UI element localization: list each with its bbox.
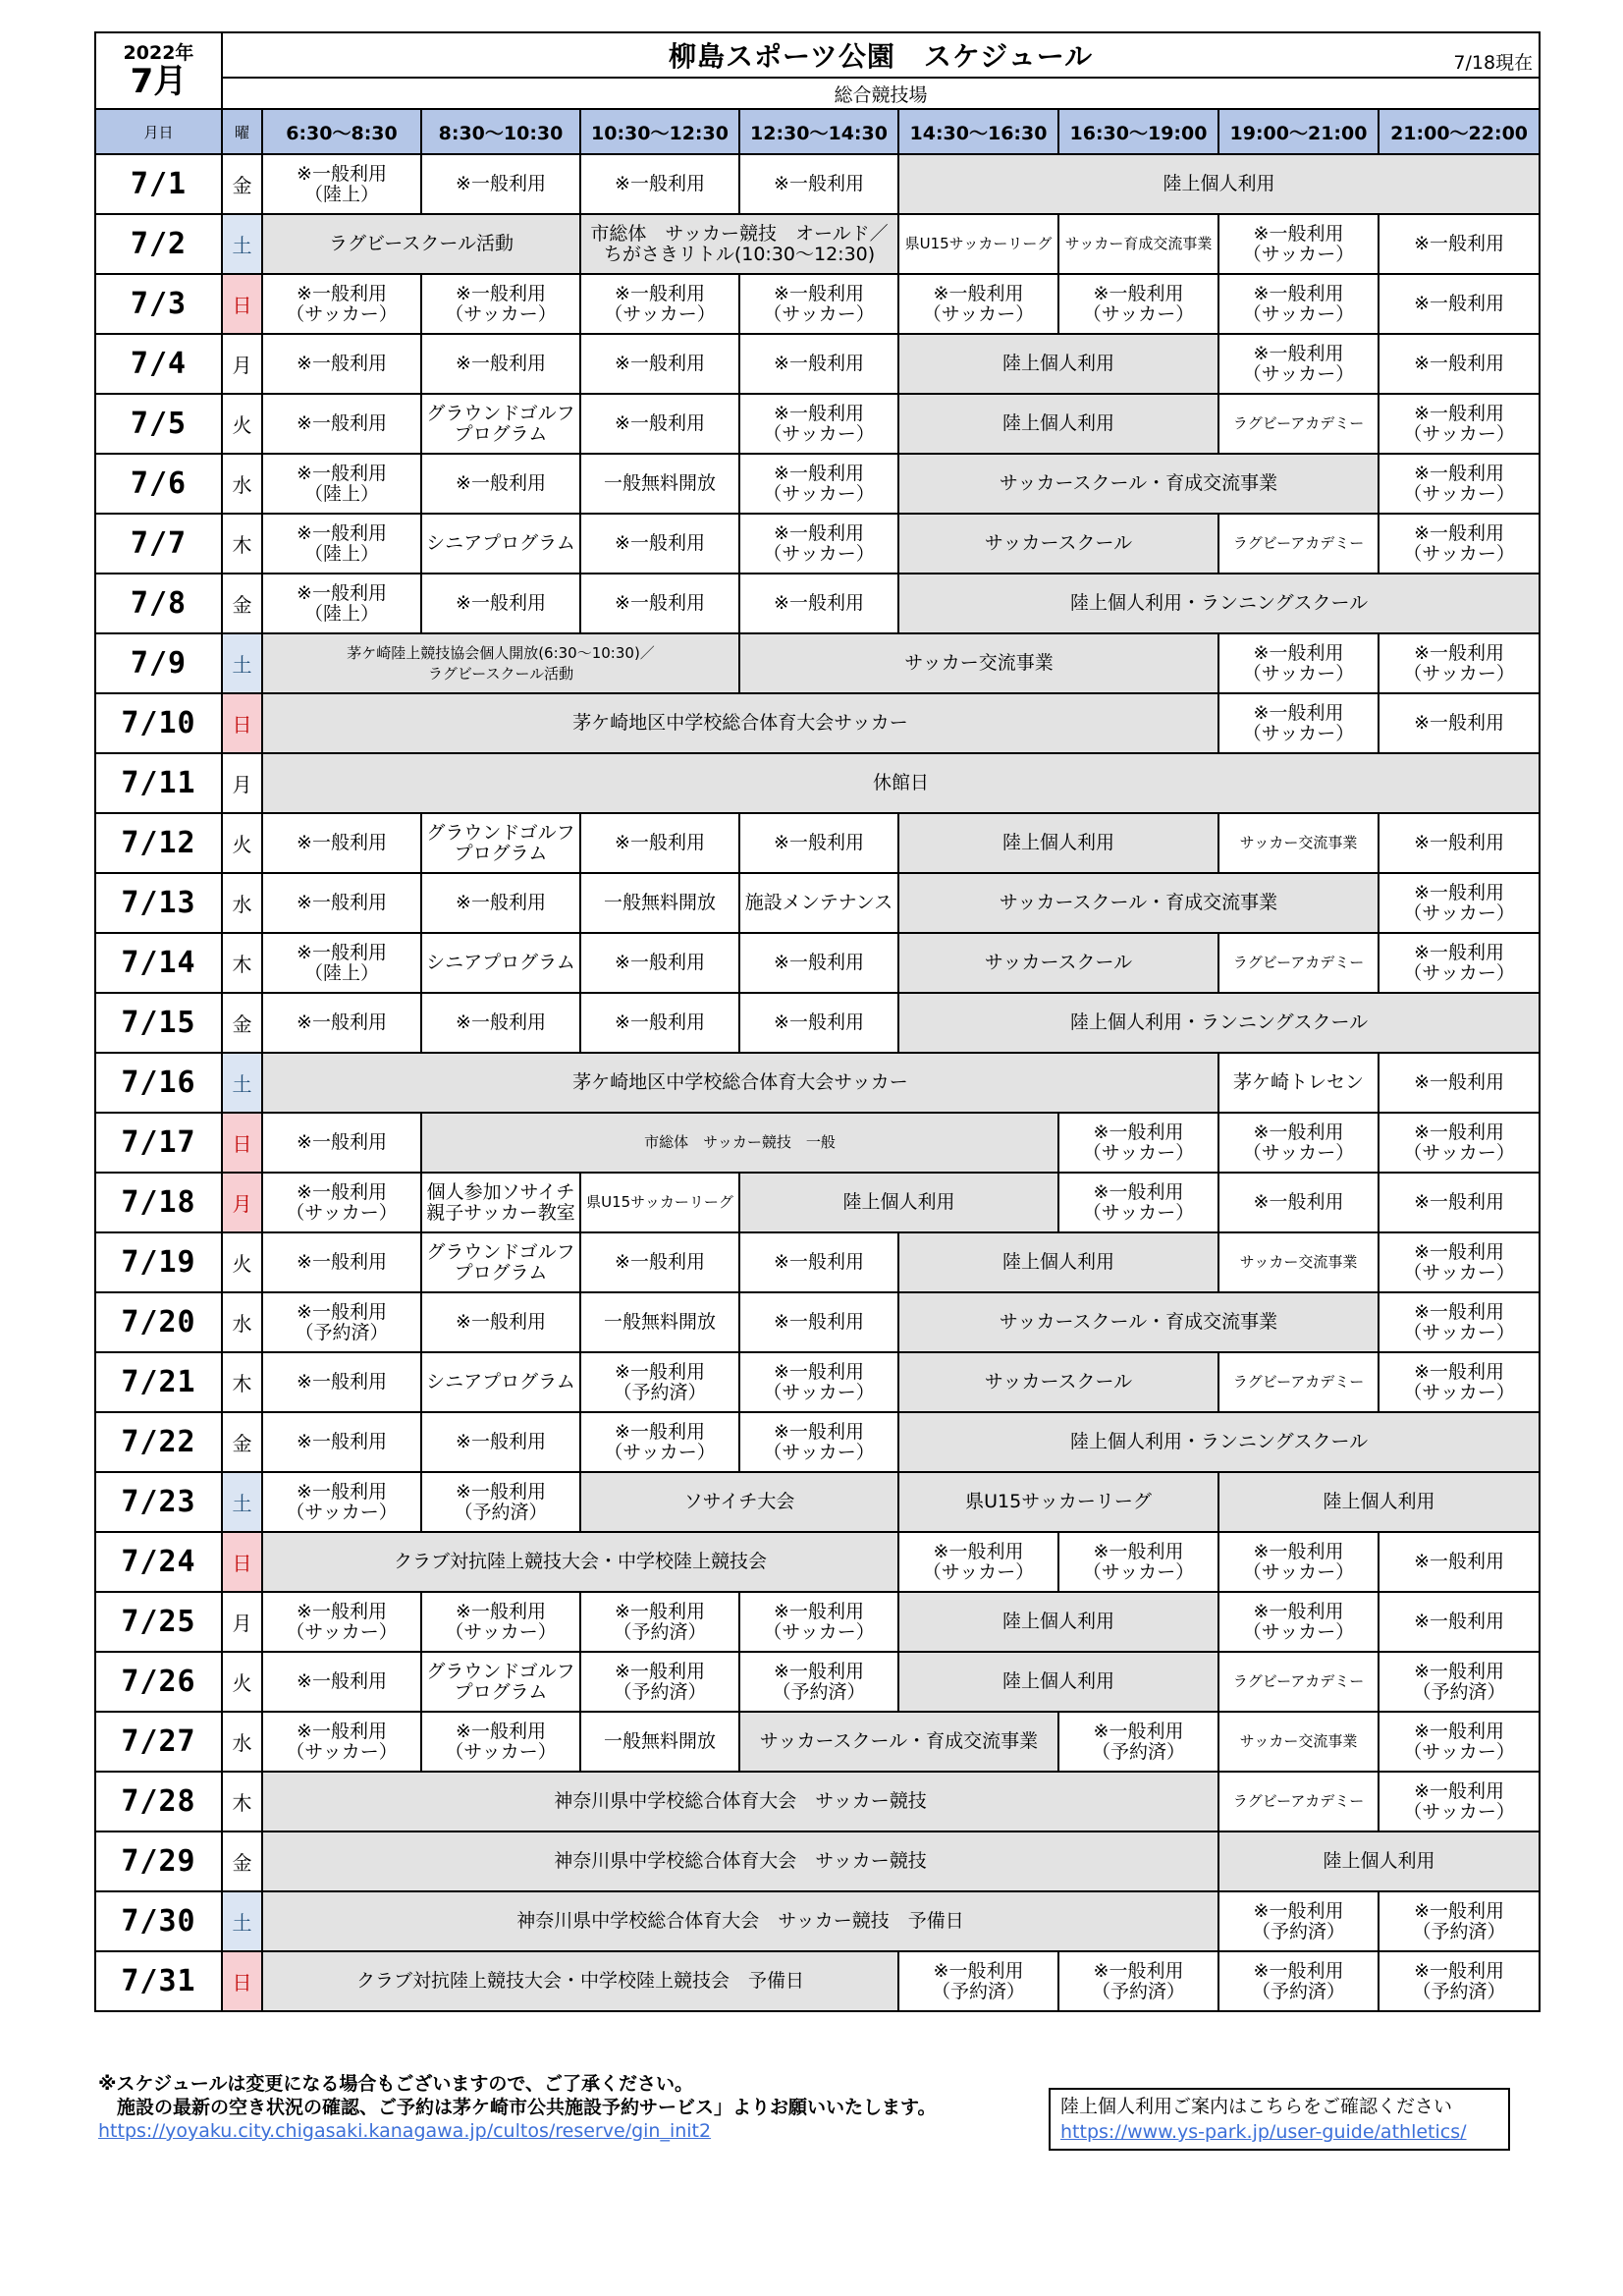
row-date: 7/6 [95, 454, 222, 514]
table-row [95, 1113, 1540, 1173]
row-day-of-week: 火 [222, 1652, 262, 1712]
schedule-cell: ※一般利用 （陸上） [262, 514, 421, 574]
slot-header: 8:30～10:30 [421, 109, 580, 154]
row-day-of-week: 日 [222, 693, 262, 753]
schedule-cell: ※一般利用 （サッカー） [262, 274, 421, 334]
schedule-cell: 茅ケ崎地区中学校総合体育大会サッカー [262, 693, 1218, 753]
schedule-cell: ※一般利用 （サッカー） [1218, 693, 1379, 753]
schedule-cell: ※一般利用 （予約済） [1218, 1951, 1379, 2011]
row-date: 7/31 [95, 1951, 222, 2011]
schedule-cell: ※一般利用 [580, 933, 739, 993]
table-row [95, 154, 1540, 214]
schedule-cell: グラウンドゴルフ プログラム [421, 1652, 580, 1712]
row-day-of-week: 金 [222, 993, 262, 1053]
row-date: 7/29 [95, 1831, 222, 1891]
table-row [95, 1053, 1540, 1113]
row-date: 7/13 [95, 873, 222, 933]
table-row [95, 1951, 1540, 2011]
table-row [95, 1772, 1540, 1831]
table-row [95, 514, 1540, 574]
schedule-cell: ※一般利用 （サッカー） [739, 1352, 898, 1412]
schedule-cell: ※一般利用 [580, 993, 739, 1053]
slot-header: 19:00～21:00 [1218, 109, 1379, 154]
schedule-cell: ※一般利用 [580, 514, 739, 574]
col-dow-header: 曜 [222, 109, 262, 154]
schedule-cell: ※一般利用 （サッカー） [739, 274, 898, 334]
row-day-of-week: 水 [222, 454, 262, 514]
schedule-cell: ※一般利用 （陸上） [262, 454, 421, 514]
schedule-cell: ※一般利用 [262, 1412, 421, 1472]
schedule-cell: 陸上個人利用 [739, 1173, 1058, 1232]
title-cell [222, 32, 1540, 78]
schedule-cell: 一般無料開放 [580, 454, 739, 514]
schedule-cell: ラグビーアカデミー [1218, 514, 1379, 574]
table-row [95, 693, 1540, 753]
row-day-of-week: 日 [222, 274, 262, 334]
schedule-cell: 陸上個人利用 [898, 334, 1218, 394]
schedule-cell: 県U15サッカーリーグ [580, 1173, 739, 1232]
schedule-cell: 陸上個人利用 [898, 1232, 1218, 1292]
schedule-cell: 市総体 サッカー競技 オールド／ ちがさきリトル(10:30～12:30) [580, 214, 898, 274]
schedule-cell: ※一般利用 [1379, 813, 1540, 873]
schedule-cell: ※一般利用 （陸上） [262, 574, 421, 633]
row-day-of-week: 木 [222, 1772, 262, 1831]
schedule-cell: ラグビースクール活動 [262, 214, 580, 274]
schedule-cell: ※一般利用 [1379, 1053, 1540, 1113]
schedule-body [95, 154, 1540, 2011]
schedule-cell: ※一般利用 [421, 334, 580, 394]
year-label: 2022年 [123, 42, 194, 64]
schedule-cell: グラウンドゴルフ プログラム [421, 813, 580, 873]
schedule-cell: サッカースクール・育成交流事業 [898, 454, 1379, 514]
schedule-cell: ※一般利用 （サッカー） [739, 1592, 898, 1652]
row-date: 7/28 [95, 1772, 222, 1831]
table-row [95, 1532, 1540, 1592]
schedule-cell: ※一般利用 （サッカー） [262, 1592, 421, 1652]
row-day-of-week: 火 [222, 394, 262, 454]
schedule-cell: ラグビーアカデミー [1218, 394, 1379, 454]
row-day-of-week: 金 [222, 574, 262, 633]
row-date: 7/26 [95, 1652, 222, 1712]
row-day-of-week: 火 [222, 1232, 262, 1292]
schedule-cell: 一般無料開放 [580, 1292, 739, 1352]
schedule-cell: ※一般利用 [421, 454, 580, 514]
schedule-cell: ※一般利用 （陸上） [262, 154, 421, 214]
row-date: 7/23 [95, 1472, 222, 1532]
row-day-of-week: 日 [222, 1951, 262, 2011]
schedule-cell: 陸上個人利用 [898, 154, 1540, 214]
slot-header: 21:00～22:00 [1379, 109, 1540, 154]
table-row [95, 813, 1540, 873]
schedule-cell: ※一般利用 （サッカー） [1379, 1292, 1540, 1352]
schedule-cell: 陸上個人利用・ランニングスクール [898, 993, 1540, 1053]
schedule-cell: 施設メンテナンス [739, 873, 898, 933]
schedule-cell: ラグビーアカデミー [1218, 1652, 1379, 1712]
table-row [95, 574, 1540, 633]
schedule-cell: 神奈川県中学校総合体育大会 サッカー競技 [262, 1831, 1218, 1891]
table-row [95, 1232, 1540, 1292]
schedule-cell: ※一般利用 （サッカー） [1379, 1232, 1540, 1292]
schedule-cell: ※一般利用 [262, 993, 421, 1053]
schedule-cell: サッカースクール・育成交流事業 [898, 1292, 1379, 1352]
row-date: 7/21 [95, 1352, 222, 1412]
table-row [95, 1712, 1540, 1772]
schedule-cell: ※一般利用 [421, 154, 580, 214]
row-date: 7/10 [95, 693, 222, 753]
schedule-cell: サッカースクール [898, 933, 1218, 993]
row-day-of-week: 土 [222, 1891, 262, 1951]
row-date: 7/30 [95, 1891, 222, 1951]
table-row [95, 1592, 1540, 1652]
info-box-text: 陸上個人利用ご案内はこちらをご確認ください [1060, 2096, 1453, 2117]
schedule-cell: ※一般利用 （サッカー） [1379, 633, 1540, 693]
table-row [95, 1173, 1540, 1232]
schedule-cell: クラブ対抗陸上競技大会・中学校陸上競技会 予備日 [262, 1951, 898, 2011]
schedule-cell: ※一般利用 [262, 873, 421, 933]
schedule-cell: 陸上個人利用・ランニングスクール [898, 574, 1540, 633]
schedule-cell: ※一般利用 （サッカー） [1379, 873, 1540, 933]
row-date: 7/24 [95, 1532, 222, 1592]
schedule-cell: ※一般利用 [739, 1292, 898, 1352]
schedule-cell: ※一般利用 [262, 1352, 421, 1412]
schedule-cell: 茅ケ崎トレセン [1218, 1053, 1379, 1113]
athletics-guide-link[interactable]: https://www.ys-park.jp/user-guide/athletics/ [1060, 2121, 1467, 2143]
schedule-cell: ※一般利用 [421, 1412, 580, 1472]
table-row [95, 873, 1540, 933]
row-date: 7/15 [95, 993, 222, 1053]
schedule-cell: ※一般利用 （サッカー） [1379, 1113, 1540, 1173]
row-day-of-week: 木 [222, 1352, 262, 1412]
schedule-cell: ※一般利用 （予約済） [1379, 1891, 1540, 1951]
schedule-cell: ※一般利用 （サッカー） [1379, 1712, 1540, 1772]
row-date: 7/19 [95, 1232, 222, 1292]
schedule-cell: ※一般利用 （サッカー） [1218, 214, 1379, 274]
schedule-cell: ※一般利用 （サッカー） [898, 1532, 1058, 1592]
table-row [95, 214, 1540, 274]
schedule-cell: ※一般利用 [262, 1232, 421, 1292]
table-row [95, 274, 1540, 334]
schedule-cell: ※一般利用 [262, 1652, 421, 1712]
schedule-cell: シニアプログラム [421, 1352, 580, 1412]
row-day-of-week: 火 [222, 813, 262, 873]
row-date: 7/14 [95, 933, 222, 993]
venue-name: 総合競技場 [222, 78, 1540, 109]
schedule-cell: ※一般利用 （予約済） [1379, 1652, 1540, 1712]
schedule-cell: ※一般利用 （サッカー） [1379, 394, 1540, 454]
schedule-cell: 茅ケ崎地区中学校総合体育大会サッカー [262, 1053, 1218, 1113]
schedule-cell: ※一般利用 [262, 1113, 421, 1173]
schedule-cell: ※一般利用 （予約済） [1058, 1951, 1218, 2011]
schedule-cell: 県U15サッカーリーグ [898, 214, 1058, 274]
reservation-link[interactable]: https://yoyaku.city.chigasaki.kanagawa.jp/cultos/reserve/gin_init2 [98, 2120, 712, 2142]
slot-header: 6:30～8:30 [262, 109, 421, 154]
schedule-cell: 休館日 [262, 753, 1540, 813]
schedule-cell: ※一般利用 （予約済） [421, 1472, 580, 1532]
schedule-cell: ※一般利用 [580, 1232, 739, 1292]
table-row [95, 1412, 1540, 1472]
row-day-of-week: 土 [222, 214, 262, 274]
schedule-cell: グラウンドゴルフ プログラム [421, 1232, 580, 1292]
schedule-cell: ※一般利用 [739, 933, 898, 993]
schedule-cell: ※一般利用 [739, 1232, 898, 1292]
schedule-cell: ※一般利用 （予約済） [1379, 1951, 1540, 2011]
row-day-of-week: 土 [222, 1053, 262, 1113]
schedule-cell: ※一般利用 （予約済） [739, 1652, 898, 1712]
schedule-cell: ※一般利用 [580, 394, 739, 454]
schedule-cell: ※一般利用 （予約済） [580, 1352, 739, 1412]
schedule-cell: ※一般利用 （陸上） [262, 933, 421, 993]
schedule-cell: ラグビーアカデミー [1218, 1772, 1379, 1831]
schedule-cell: 陸上個人利用 [898, 394, 1218, 454]
slot-header: 10:30～12:30 [580, 109, 739, 154]
schedule-cell: 個人参加ソサイチ 親子サッカー教室 [421, 1173, 580, 1232]
schedule-cell: ※一般利用 [421, 574, 580, 633]
schedule-cell: 神奈川県中学校総合体育大会 サッカー競技 [262, 1772, 1218, 1831]
schedule-cell: 陸上個人利用 [1218, 1831, 1540, 1891]
schedule-cell: ※一般利用 （予約済） [580, 1652, 739, 1712]
schedule-cell: ※一般利用 [1379, 214, 1540, 274]
schedule-cell: サッカー交流事業 [1218, 813, 1379, 873]
row-day-of-week: 木 [222, 514, 262, 574]
month-cell [95, 32, 222, 109]
table-row [95, 1292, 1540, 1352]
schedule-cell: ※一般利用 （サッカー） [1379, 454, 1540, 514]
row-day-of-week: 水 [222, 873, 262, 933]
row-date: 7/22 [95, 1412, 222, 1472]
row-date: 7/25 [95, 1592, 222, 1652]
athletics-info-box [1049, 2088, 1510, 2151]
table-row [95, 394, 1540, 454]
schedule-cell: ※一般利用 （サッカー） [739, 394, 898, 454]
schedule-cell: サッカースクール [898, 1352, 1218, 1412]
row-day-of-week: 日 [222, 1532, 262, 1592]
row-day-of-week: 土 [222, 633, 262, 693]
schedule-cell: 陸上個人利用 [898, 1652, 1218, 1712]
schedule-cell: ※一般利用 （サッカー） [1218, 1592, 1379, 1652]
schedule-cell: 市総体 サッカー競技 一般 [421, 1113, 1058, 1173]
schedule-cell: ※一般利用 [739, 574, 898, 633]
schedule-cell: クラブ対抗陸上競技大会・中学校陸上競技会 [262, 1532, 898, 1592]
as-of-date: 7/18現在 [1453, 52, 1534, 74]
schedule-cell: ※一般利用 （サッカー） [739, 454, 898, 514]
schedule-cell: 県U15サッカーリーグ [898, 1472, 1218, 1532]
table-row [95, 1652, 1540, 1712]
schedule-cell: ※一般利用 （サッカー） [1058, 1173, 1218, 1232]
row-day-of-week: 木 [222, 933, 262, 993]
table-row [95, 633, 1540, 693]
row-day-of-week: 金 [222, 154, 262, 214]
schedule-cell: ※一般利用 （サッカー） [898, 274, 1058, 334]
schedule-cell: サッカースクール・育成交流事業 [739, 1712, 1058, 1772]
schedule-cell: ※一般利用 [1379, 1592, 1540, 1652]
schedule-cell: 陸上個人利用・ランニングスクール [898, 1412, 1540, 1472]
note-line-2: 施設の最新の空き状況の確認、ご予約は茅ケ崎市公共施設予約サービス」よりお願いいたします。 [98, 2097, 937, 2118]
schedule-cell: サッカー交流事業 [739, 633, 1218, 693]
row-day-of-week: 水 [222, 1292, 262, 1352]
table-row [95, 334, 1540, 394]
row-day-of-week: 月 [222, 753, 262, 813]
schedule-cell: ※一般利用 （サッカー） [421, 1592, 580, 1652]
schedule-cell: ※一般利用 （サッカー） [1379, 1772, 1540, 1831]
schedule-table [94, 31, 1541, 2012]
schedule-cell: ※一般利用 （サッカー） [421, 274, 580, 334]
schedule-cell: ソサイチ大会 [580, 1472, 898, 1532]
schedule-cell: ※一般利用 [580, 574, 739, 633]
schedule-cell: ※一般利用 （サッカー） [1379, 933, 1540, 993]
month-label: 7月 [130, 62, 188, 101]
schedule-cell: ※一般利用 [262, 813, 421, 873]
schedule-cell: ※一般利用 （予約済） [898, 1951, 1058, 2011]
table-row [95, 454, 1540, 514]
row-day-of-week: 金 [222, 1412, 262, 1472]
row-day-of-week: 土 [222, 1472, 262, 1532]
table-row [95, 1352, 1540, 1412]
schedule-cell: グラウンドゴルフ プログラム [421, 394, 580, 454]
schedule-cell: ※一般利用 [1379, 1173, 1540, 1232]
table-row [95, 933, 1540, 993]
row-day-of-week: 月 [222, 1173, 262, 1232]
schedule-cell: ※一般利用 （サッカー） [1218, 633, 1379, 693]
schedule-cell: ※一般利用 （サッカー） [1379, 514, 1540, 574]
schedule-cell: ※一般利用 （サッカー） [1218, 1532, 1379, 1592]
row-date: 7/17 [95, 1113, 222, 1173]
schedule-cell: ※一般利用 [739, 154, 898, 214]
table-row [95, 753, 1540, 813]
schedule-cell: ※一般利用 [262, 334, 421, 394]
schedule-cell: 陸上個人利用 [898, 1592, 1218, 1652]
schedule-cell: ラグビーアカデミー [1218, 1352, 1379, 1412]
row-date: 7/7 [95, 514, 222, 574]
schedule-cell: ※一般利用 [580, 813, 739, 873]
schedule-cell: ※一般利用 （サッカー） [1218, 1113, 1379, 1173]
schedule-cell: ※一般利用 [1379, 274, 1540, 334]
schedule-cell: ※一般利用 [580, 334, 739, 394]
row-date: 7/2 [95, 214, 222, 274]
row-date: 7/9 [95, 633, 222, 693]
schedule-cell: シニアプログラム [421, 933, 580, 993]
table-row [95, 1891, 1540, 1951]
schedule-cell: ※一般利用 （サッカー） [262, 1712, 421, 1772]
slot-header: 16:30～19:00 [1058, 109, 1218, 154]
schedule-cell: 陸上個人利用 [898, 813, 1218, 873]
schedule-cell: サッカースクール・育成交流事業 [898, 873, 1379, 933]
schedule-cell: 茅ケ崎陸上競技協会個人開放(6:30～10:30)／ ラグビースクール活動 [262, 633, 739, 693]
schedule-cell: ※一般利用 （サッカー） [1379, 1352, 1540, 1412]
row-date: 7/5 [95, 394, 222, 454]
schedule-cell: 陸上個人利用 [1218, 1472, 1540, 1532]
schedule-cell: ※一般利用 [421, 873, 580, 933]
schedule-cell: ※一般利用 （サッカー） [262, 1173, 421, 1232]
slot-header: 14:30～16:30 [898, 109, 1058, 154]
row-date: 7/11 [95, 753, 222, 813]
schedule-cell: ※一般利用 （サッカー） [739, 514, 898, 574]
header-row [95, 109, 1540, 154]
row-day-of-week: 日 [222, 1113, 262, 1173]
notes [98, 2072, 936, 2143]
schedule-cell: シニアプログラム [421, 514, 580, 574]
schedule-cell: サッカースクール [898, 514, 1218, 574]
page-title: 柳島スポーツ公園 スケジュール [668, 40, 1094, 73]
schedule-cell: ※一般利用 [421, 1292, 580, 1352]
row-date: 7/16 [95, 1053, 222, 1113]
schedule-cell: ※一般利用 （サッカー） [580, 274, 739, 334]
schedule-cell: サッカー育成交流事業 [1058, 214, 1218, 274]
schedule-cell: ※一般利用 [1218, 1173, 1379, 1232]
schedule-cell: ※一般利用 （サッカー） [262, 1472, 421, 1532]
schedule-cell: ※一般利用 （サッカー） [580, 1412, 739, 1472]
schedule-cell: ※一般利用 [580, 154, 739, 214]
row-date: 7/12 [95, 813, 222, 873]
schedule-cell: ※一般利用 [739, 813, 898, 873]
schedule-cell: 神奈川県中学校総合体育大会 サッカー競技 予備日 [262, 1891, 1218, 1951]
row-date: 7/3 [95, 274, 222, 334]
note-line-1: ※スケジュールは変更になる場合もございますので、ご了承ください。 [98, 2073, 693, 2095]
schedule-cell: サッカー交流事業 [1218, 1712, 1379, 1772]
schedule-cell: ※一般利用 [1379, 1532, 1540, 1592]
row-date: 7/18 [95, 1173, 222, 1232]
schedule-cell: ※一般利用 （サッカー） [1218, 334, 1379, 394]
schedule-cell: ※一般利用 （予約済） [580, 1592, 739, 1652]
col-date-header: 月日 [95, 109, 222, 154]
schedule-cell: ※一般利用 （サッカー） [1058, 1532, 1218, 1592]
row-day-of-week: 月 [222, 1592, 262, 1652]
schedule-cell: ※一般利用 （サッカー） [1058, 274, 1218, 334]
table-row [95, 1472, 1540, 1532]
schedule-cell: ※一般利用 [739, 334, 898, 394]
schedule-cell: ※一般利用 （サッカー） [1218, 274, 1379, 334]
row-date: 7/8 [95, 574, 222, 633]
row-day-of-week: 金 [222, 1831, 262, 1891]
schedule-cell: 一般無料開放 [580, 873, 739, 933]
table-row [95, 993, 1540, 1053]
schedule-cell: ※一般利用 [262, 394, 421, 454]
schedule-cell: ラグビーアカデミー [1218, 933, 1379, 993]
row-date: 7/27 [95, 1712, 222, 1772]
schedule-cell: 一般無料開放 [580, 1712, 739, 1772]
schedule-cell: ※一般利用 [1379, 693, 1540, 753]
schedule-cell: ※一般利用 （サッカー） [421, 1712, 580, 1772]
schedule-cell: ※一般利用 （予約済） [1058, 1712, 1218, 1772]
row-day-of-week: 水 [222, 1712, 262, 1772]
schedule-cell: ※一般利用 [1379, 334, 1540, 394]
row-day-of-week: 月 [222, 334, 262, 394]
row-date: 7/20 [95, 1292, 222, 1352]
schedule-cell: ※一般利用 [739, 993, 898, 1053]
schedule-cell: サッカー交流事業 [1218, 1232, 1379, 1292]
schedule-cell: ※一般利用 （サッカー） [739, 1412, 898, 1472]
row-date: 7/4 [95, 334, 222, 394]
schedule-cell: ※一般利用 （サッカー） [1058, 1113, 1218, 1173]
slot-header: 12:30～14:30 [739, 109, 898, 154]
schedule-cell: ※一般利用 [421, 993, 580, 1053]
table-row [95, 1831, 1540, 1891]
row-date: 7/1 [95, 154, 222, 214]
schedule-cell: ※一般利用 （予約済） [262, 1292, 421, 1352]
schedule-cell: ※一般利用 （予約済） [1218, 1891, 1379, 1951]
